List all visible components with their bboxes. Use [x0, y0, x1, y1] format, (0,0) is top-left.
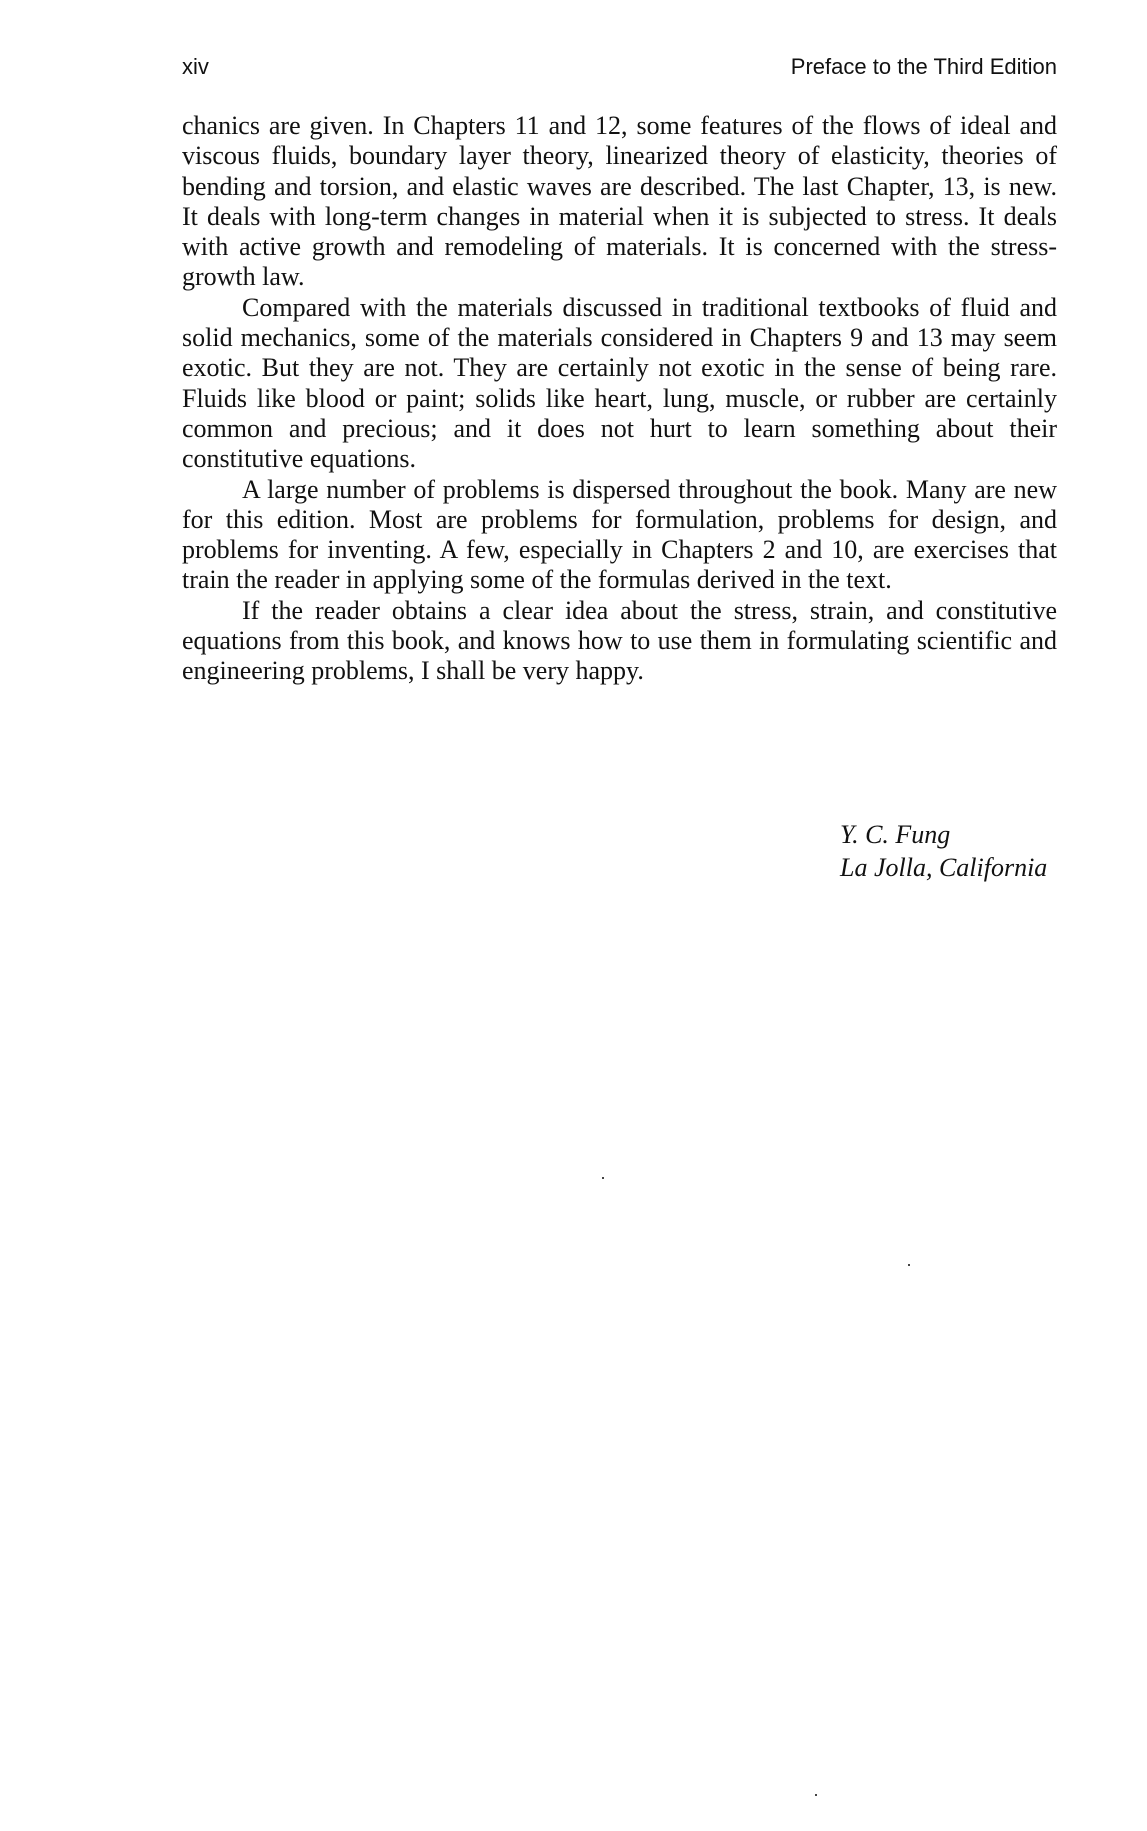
running-title: Preface to the Third Edition: [790, 54, 1057, 79]
paragraph-problems: A large number of problems is dispersed throughout the book. Many are new for this edition. Most are problems for formulation, problems for design, and problems for inventing. A few, especially in Chapters 2 and 10, are exercises that train the reader in applying some of the formulas derived in the text.: [182, 474, 1057, 595]
paragraph-materials: Compared with the materials discussed in traditional textbooks of fluid and solid mechanics, some of the materials considered in Chapters 9 and 13 may seem exotic. But they are not. They are certainly not exotic in the sense of being rare. Fluids like blood or paint; solids like heart, lung, muscle, or rubber are certainly common and precious; and it does not hurt to learn something about their constitutive equations.: [182, 292, 1057, 474]
scan-speck: [815, 1794, 817, 1796]
preface-body: [182, 111, 1057, 687]
scan-speck: [908, 1264, 910, 1266]
page-number: xiv: [182, 54, 209, 79]
author-location: La Jolla, California: [840, 853, 1048, 882]
paragraph-closing: If the reader obtains a clear idea about the stress, strain, and constitutive equations from this book, and knows how to use them in formulating scientific and engineering problems, I shall be very happy.: [182, 595, 1057, 686]
signature-block: [840, 818, 1047, 884]
paragraph-continuation: chanics are given. In Chapters 11 and 12, some features of the flows of ideal and viscous fluids, boundary layer theory, linearized theory of elasticity, theories of bending and torsion, and elastic waves are described. The last Chapter, 13, is new. It deals with long-term changes in material when it is subjected to stress. It deals with active growth and remodeling of materials. It is concerned with the stress-growth law.: [182, 111, 1057, 292]
scan-speck: [602, 1177, 604, 1179]
running-header: [182, 52, 1057, 82]
author-name: Y. C. Fung: [840, 820, 951, 849]
